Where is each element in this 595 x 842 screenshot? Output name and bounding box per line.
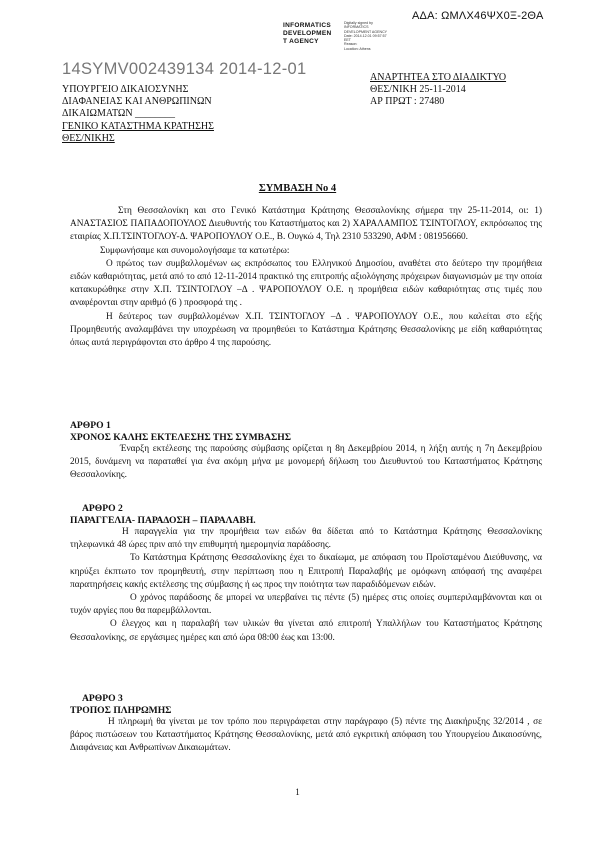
stamp-text-line: Reason: [344, 42, 358, 47]
place-date: ΘΕΣ/ΝΙΚΗ 25-11-2014 [370, 84, 466, 96]
reference-block [370, 72, 506, 109]
contract-title: ΣΥΜΒΑΣΗ Νο 4 [258, 183, 337, 194]
article-paragraph: Το Κατάστημα Κράτησης Θεσσαλονίκης έχει το δικαίωμα, με απόφαση του Προϊσταμένου Διεύθυνσης, να κηρύξει έκπτωτο τον προμηθευτή, στην περίπτωση που η Επιτροπή Παραλαβής με ομόφωνη απόφασή της αναφέρει παρατηρήσεις κακής εκτέλεσης της σύμβασης ή ως προς την ποιότητα των παραδιδόμενων ειδών. [70, 553, 542, 590]
issuer-line: ΥΠΟΥΡΓΕΙΟ ΔΙΚΑΙΟΣΥΝΗΣ [62, 84, 189, 95]
stamp-text-line: DEVELOPMENT AGENCY [344, 29, 388, 34]
article-paragraph: Η πληρωμή θα γίνεται με τον τρόπο που περιγράφεται στην παράγραφο (5) πέντε της Διακήρυξης 32/2014 , σε βάρος πιστώσεων του Καταστήματος Κράτησης Θεσσαλονίκης, μετά από εγκριτική απόφαση του Υπουργείου Δικαιοσύνης, Διαφάνειας και Ανθρωπίνων Δικαιωμάτων. [70, 717, 542, 754]
issuer-line: ΔΙΑΦΑΝΕΙΑΣ ΚΑΙ ΑΝΘΡΩΠΙΝΩΝ [62, 96, 212, 108]
stamp-text-line: EET [344, 38, 351, 43]
article-paragraph: Ο έλεγχος και η παραλαβή των υλικών θα γίνεται από επιτροπή Υπαλλήλων του Καταστήματος Κράτησης Θεσσαλονίκης, σε εργάσιμες ημέρες και από ώρα 08:00 έως και 13:00. [70, 619, 542, 643]
article-paragraph: Έναρξη εκτέλεσης της παρούσης σύμβασης ορίζεται η 8η Δεκεμβρίου 2014, η λήξη αυτής η 7η Δεκεμβρίου 2015, δυνάμενη να παραταθεί για ένα ακόμη μήνα με μονομερή δήλωση του Διευθυντού του Καταστήματος Κράτησης Θεσσαλονίκης. [70, 444, 542, 481]
signature-stamp-label [283, 22, 332, 47]
stamp-label-line: T AGENCY [283, 38, 319, 46]
issuer-line: ΓΕΝΙΚΟ ΚΑΤΑΣΤΗΜΑ ΚΡΑΤΗΣΗΣ [62, 120, 214, 132]
article-paragraph: Η παραγγελία για την προμήθεια των ειδών θα δίδεται από το Κατάστημα Κράτησης Θεσσαλονίκης τηλεφωνικά 48 ώρες πριν από την επιθυμητή ημερομηνία παράδοσης. [70, 527, 542, 551]
intro-paragraph: Στη Θεσσαλονίκη και στο Γενικό Κατάστημα Κράτησης Θεσσαλονίκης σήμερα την 25-11-2014, οι: 1) ΑΝΑΣΤΑΣΙΟΣ ΠΑΠΑΔΟΠΟΥΛΟΣ Διευθυντής του Καταστήματος και 2) ΧΑΡΑΛΑΜΠΟΣ ΤΣΙΝΤΟΓΛΟΥ, εκπρόσωπος της εταιρίας Χ.Π.ΤΣΙΝΤΟΓΛΟΥ-Δ. ΨΑΡΟΠΟΥΛΟΥ Ο.Ε., Β. Ουγκώ 4, Τηλ 2310 533290, ΑΦΜ : 081956660. [70, 206, 542, 243]
stamp-label-line: DEVELOPMEN [283, 30, 332, 38]
page-number: 1 [295, 787, 300, 797]
article-paragraph: Ο χρόνος παράδοσης δε μπορεί να υπερβαίνει τις πέντε (5) ημέρες στις οποίες συμπεριλαμβάνονται και οι τυχόν αργίες που θα παρεμβάλλονται. [70, 593, 542, 617]
stamp-label-line: INFORMATICS [283, 22, 331, 29]
intro-paragraph: Ο πρώτος των συμβαλλομένων ως εκπρόσωπος του Ελληνικού Δημοσίου, αναθέτει στο δεύτερο την προμήθεια ειδών καθαριότητας, μετά από το από 12-11-2014 πρακτικό της επιτροπής αξιολόγησης πρόχειρων διαγωνισμών με την οποία κατακυρώθηκε στην Χ.Π. ΤΣΙΝΤΟΓΛΟΥ –Δ . ΨΑΡΟΠΟΥΛΟΥ Ο.Ε. η προμήθεια ειδών καθαριότητας στις τιμές που αναφέρονται στην αριθμό (6 ) προσφορά της . [70, 258, 542, 309]
article-heading: ΑΡΘΡΟ 2 [82, 503, 123, 514]
issuer-block [62, 84, 214, 145]
article-subtitle: ΧΡΟΝΟΣ ΚΑΛΗΣ ΕΚΤΕΛΕΣΗΣ ΤΗΣ ΣΥΜΒΑΣΗΣ [70, 431, 292, 443]
article-1 [70, 420, 542, 483]
protocol-number: ΑΡ ΠΡΩΤ : 27480 [370, 96, 445, 108]
ada-code: ΑΔΑ: ΩΜΛΧ46ΨΧ0Ξ-2ΘΑ [412, 10, 544, 22]
stamp-text-line: INFORMATICS [344, 25, 369, 30]
issuer-line: ΘΕΣ/ΝΙΚΗΣ [62, 132, 115, 144]
article-subtitle: ΤΡΟΠΟΣ ΠΛΗΡΩΜΗΣ [70, 704, 172, 716]
stamp-text-line: Location: Athens [344, 46, 371, 51]
stamp-text-line: Date: 2014.12.01 09:57:57 [344, 33, 387, 38]
article-heading: ΑΡΘΡΟ 1 [70, 420, 111, 431]
intro-section [70, 205, 542, 350]
stamp-text-line: Digitally signed by [344, 21, 373, 25]
article-subtitle: ΠΑΡΑΓΓΕΛΙΑ- ΠΑΡΑΔΟΣΗ – ΠΑΡΑΛΑΒΗ. [70, 514, 256, 526]
article-2 [70, 503, 542, 645]
intro-paragraph: Η δεύτερος των συμβαλλομένων Χ.Π. ΤΣΙΝΤΟΓΛΟΥ –Δ . ΨΑΡΟΠΟΥΛΟΥ Ο.Ε., που καλείται στο εξής Προμηθευτής αναλαμβάνει την υποχρέωση να προμηθεύει το Κατάστημα Κράτησης Θεσσαλονίκης με είδη καθαριότητας όπως αυτά περιγράφονται στο άρθρο 4 της παρούσης. [70, 311, 542, 349]
article-heading: ΑΡΘΡΟ 3 [82, 693, 123, 704]
issuer-line: ΔΙΚΑΙΩΜΑΤΩΝ ________ [62, 108, 176, 120]
document-id: 14SYMV002439134 2014-12-01 [62, 60, 307, 78]
digital-signature-text [344, 21, 387, 51]
intro-paragraph: Συμφωνήσαμε και συνομολογήσαμε τα κατωτέρω: [100, 245, 290, 256]
publish-notice: ΑΝΑΡΤΗΤΕΑ ΣΤΟ ΔΙΑΔΙΚΤΥΟ [370, 72, 507, 83]
article-3 [70, 693, 542, 756]
